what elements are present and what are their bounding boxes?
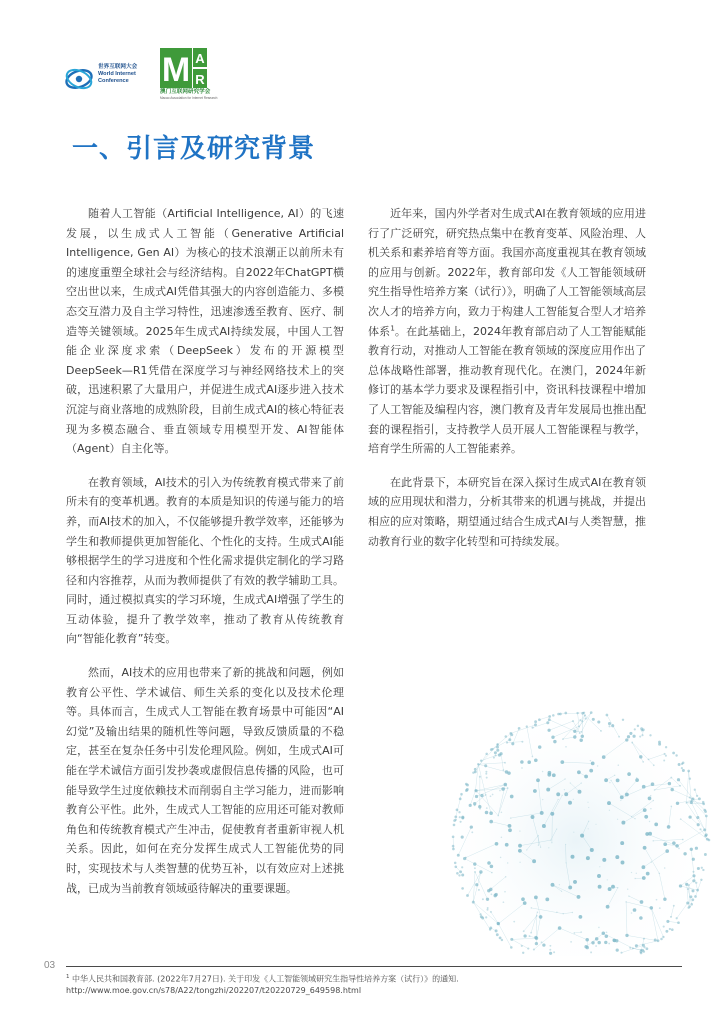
globe-node xyxy=(701,867,703,869)
globe-node xyxy=(598,885,602,889)
globe-node xyxy=(570,941,572,943)
globe-node xyxy=(548,715,551,718)
globe-node xyxy=(486,909,488,911)
globe-node xyxy=(545,898,549,902)
globe-node xyxy=(501,812,503,814)
globe-node xyxy=(470,825,473,828)
globe-node xyxy=(636,873,637,874)
globe-node xyxy=(503,901,505,903)
globe-node xyxy=(602,858,606,862)
globe-network-illustration xyxy=(376,680,724,956)
globe-node xyxy=(460,821,462,823)
globe-node xyxy=(664,867,666,869)
wic-name-zh: 世界互联网大会 xyxy=(98,64,138,70)
globe-node xyxy=(461,874,464,877)
globe-node xyxy=(504,891,506,893)
globe-node xyxy=(597,941,600,944)
globe-node xyxy=(643,950,646,953)
globe-node xyxy=(491,893,493,895)
globe-node xyxy=(549,949,551,951)
globe-glow xyxy=(436,700,716,956)
right-paragraph-1-text-a: 近年来，国内外学者对生成式AI在教育领域的应用进行了广泛研究，研究热点集中在教育变革、风险治理、人机关系和素养培育等方面。我国亦高度重视其在教育领域的应用与创新。2022年，教育部印发《人工智能领域研究生指导性培养方案（试行）》，明确了人工智能领域高层次人才的培养方向，致力于构建人工智能复合型人才培养体系 xyxy=(368,207,646,338)
globe-node xyxy=(485,773,487,775)
globe-node xyxy=(649,821,650,822)
globe-node xyxy=(587,802,588,803)
globe-node xyxy=(499,790,501,792)
globe-node xyxy=(608,943,610,945)
globe-node xyxy=(649,734,651,736)
globe-node xyxy=(510,795,514,799)
globe-node xyxy=(479,870,482,873)
section-title: 一、引言及研究背景 xyxy=(72,134,316,164)
globe-node xyxy=(681,763,683,765)
globe-node xyxy=(472,771,474,773)
globe-node xyxy=(627,772,631,776)
globe-node xyxy=(568,801,572,805)
wic-name-en-1: World Internet xyxy=(98,71,136,78)
globe-node xyxy=(491,872,493,874)
globe-node xyxy=(487,907,489,909)
globe-node xyxy=(618,764,620,766)
globe-node xyxy=(643,808,647,812)
globe-node xyxy=(519,830,520,831)
globe-node xyxy=(501,939,503,941)
globe-node xyxy=(663,760,665,762)
left-paragraph-3: 然而，AI技术的应用也带来了新的挑战和问题，例如教育公平性、学术诚信、师生关系的变化以及技术伦理等。具体而言，生成式人工智能在教育场景中可能因“AI幻觉”及输出结果的随机性等问题，导致反馈质量的不稳定，甚至在复杂任务中引发伦理风险。例如，生成式AI可能在学术诚信方面引发抄袭或虚假信息传播的风险，也可能导致学生过度依赖技术而削弱自主学习能力，进而影响教育公平性。此外，生成式人工智能的应用还可能对教师角色和传统教育模式产生冲击，促使教育者重新审视人机关系。因此，如何在充分发挥生成式人工智能优势的同时，实现技术与人类智慧的优势互补，以有效应对上述挑战，已成为当前教育领域亟待解决的重要课题。 xyxy=(66,666,344,895)
globe-node xyxy=(523,934,526,937)
globe-node xyxy=(650,795,652,797)
globe-node xyxy=(469,804,472,807)
globe-node xyxy=(597,874,601,878)
globe-node xyxy=(495,842,499,846)
globe-node xyxy=(702,869,704,871)
globe-node xyxy=(671,928,674,931)
globe-node xyxy=(534,720,537,723)
globe-node xyxy=(704,853,707,856)
globe-node xyxy=(546,721,549,724)
globe-node xyxy=(490,795,492,797)
globe-node xyxy=(532,859,536,863)
footnote-marker: 1 xyxy=(66,974,70,980)
globe-node xyxy=(620,800,621,801)
globe-node xyxy=(639,916,643,920)
globe-node xyxy=(474,804,476,806)
footnote-citation: 中华人民共和国教育部. (2022年7月27日). 关于印发《人工智能领域研究生指导性培养方案（试行）》的通知. xyxy=(72,974,459,984)
globe-node xyxy=(663,926,665,928)
globe-node xyxy=(606,931,608,933)
globe-node xyxy=(522,952,524,954)
globe-node xyxy=(513,921,515,923)
globe-node xyxy=(465,789,468,792)
globe-node xyxy=(453,819,456,822)
globe-node xyxy=(675,754,677,756)
footnote-line-1 xyxy=(66,972,686,985)
globe-node xyxy=(682,769,685,772)
globe-node xyxy=(490,865,494,869)
globe-node xyxy=(573,880,577,884)
globe-node xyxy=(482,898,484,900)
globe-node xyxy=(678,848,680,850)
footnote xyxy=(66,972,686,997)
globe-node xyxy=(592,718,595,721)
globe-node xyxy=(465,857,467,859)
globe-node xyxy=(697,867,700,870)
globe-node xyxy=(495,929,498,932)
globe-node xyxy=(527,948,529,950)
right-paragraph-2: 在此背景下，本研究旨在深入探讨生成式AI在教育领域的应用现状和潜力，分析其带来的机遇与挑战，并提出相应的应对策略，期望通过结合生成式AI与人类智慧，推动教育行业的数字化转型和可持续发展。 xyxy=(368,475,646,548)
globe-node xyxy=(595,824,596,825)
globe-node xyxy=(608,887,612,891)
globe-node xyxy=(616,779,620,783)
globe-node xyxy=(705,833,708,836)
globe-node xyxy=(658,743,661,746)
globe-node xyxy=(599,866,600,867)
globe-node xyxy=(665,755,667,757)
globe-node xyxy=(485,771,487,773)
globe-node xyxy=(461,866,463,868)
globe-node xyxy=(669,928,671,930)
globe-node xyxy=(665,746,667,748)
globe-node xyxy=(485,811,489,815)
globe-node xyxy=(505,843,509,847)
globe-node xyxy=(633,735,636,738)
globe-node xyxy=(639,736,641,738)
globe-node xyxy=(496,933,499,936)
globe-node xyxy=(629,732,632,735)
globe-node xyxy=(595,945,597,947)
globe-node xyxy=(534,759,538,763)
globe-node xyxy=(474,867,476,869)
globe-node xyxy=(548,771,552,775)
globe-node xyxy=(633,908,637,912)
globe-node xyxy=(538,745,541,748)
globe-node xyxy=(660,938,663,941)
mar-logo xyxy=(160,48,260,108)
globe-node xyxy=(621,861,625,865)
globe-node xyxy=(608,725,610,727)
globe-node xyxy=(590,760,592,762)
globe-node xyxy=(616,949,619,952)
globe-node xyxy=(607,801,611,805)
globe-node xyxy=(458,811,460,813)
mar-letter-m: M xyxy=(161,51,191,88)
globe-node xyxy=(507,862,508,863)
globe-node xyxy=(640,952,643,955)
mar-name: 澳门互联网研究学会 xyxy=(160,89,211,95)
right-paragraph-1 xyxy=(368,204,646,459)
globe-node xyxy=(691,898,694,901)
globe-node xyxy=(465,783,468,786)
globe-node xyxy=(501,836,503,838)
globe-node xyxy=(553,951,555,953)
globe-node xyxy=(471,831,473,833)
globe-node xyxy=(656,899,658,901)
globe-node xyxy=(631,912,633,914)
globe-node xyxy=(631,872,632,873)
globe-node xyxy=(588,828,589,829)
globe-node xyxy=(520,760,524,764)
globe-node xyxy=(533,789,537,793)
globe-node xyxy=(454,862,457,865)
globe-node xyxy=(487,861,491,865)
globe-node xyxy=(542,771,544,773)
globe-node xyxy=(597,765,598,766)
left-paragraph-2: 在教育领域，AI技术的引入为传统教育模式带来了前所未有的变革机遇。教育的本质是知识的传递与能力的培养，而AI技术的加入，不仅能够提升教学效率，还能够为学生和教师提供更加智能化、个性化的支持。生成式AI能够根据学生的学习进度和个性化需求提供定制化的学习路径和内容推荐，从而为教师提供了有效的教学辅助工具。同时，通过模拟真实的学习环境，生成式AI增强了学生的互动体验，提升了教学效率，推动了教育从传统教育向“智能化教育”转变。 xyxy=(66,475,344,646)
globe-node xyxy=(579,915,583,919)
globe-node xyxy=(458,874,460,876)
globe-node xyxy=(606,905,610,909)
globe-node xyxy=(695,847,698,850)
globe-node xyxy=(492,794,494,796)
globe-node xyxy=(672,752,675,755)
globe-node xyxy=(573,832,574,833)
globe-node xyxy=(552,773,556,777)
globe-node xyxy=(662,936,664,938)
globe-node xyxy=(559,884,560,885)
globe-node xyxy=(650,808,651,809)
globe-node xyxy=(548,718,551,721)
globe-node xyxy=(683,852,686,855)
globe-node xyxy=(496,749,499,752)
globe-node xyxy=(544,827,545,828)
globe-node xyxy=(508,828,512,832)
globe-node xyxy=(508,824,512,828)
globe-node xyxy=(604,941,607,944)
globe-node xyxy=(493,757,495,759)
globe-node xyxy=(551,736,554,739)
globe-node xyxy=(696,795,698,797)
globe-node xyxy=(590,951,592,953)
globe-node xyxy=(572,720,574,722)
globe-node xyxy=(499,937,502,940)
globe-node xyxy=(542,943,545,946)
globe-node xyxy=(627,888,628,889)
globe-node xyxy=(519,862,520,863)
globe-node xyxy=(486,777,488,779)
header-logos xyxy=(64,48,264,108)
globe-node xyxy=(648,797,652,801)
mar-letter-a: A xyxy=(195,51,205,66)
left-paragraph-1: 随着人工智能（Artificial Intelligence, AI）的飞速发展，以生成式人工智能（Generative Artificial Intelligence, Gen AI）为核心的技术浪潮正以前所未有的速度重塑全球社会与经济结构。自2022年ChatGPT横空出世以来，生成式AI凭借其强大的内容创造能力、多模态交互潜力及自主学习特性，迅速渗透至教育、医疗、制造等关键领域。2025年生成式AI持续发展，中国人工智能企业深度求索（DeepSeek）发布的开源模型DeepSeek—R1凭借在深度学习与神经网络技术上的突破，迅速积累了大量用户，并促进生成式AI逐步进入技术沉淀与商业落地的成熟阶段，目前生成式AI的核心特征表现为多模态融合、垂直领域专用模型开发、AI智能体（Agent）自主化等。 xyxy=(66,207,344,456)
globe-node xyxy=(644,815,648,819)
globe-node xyxy=(552,714,555,717)
footnote-ref[interactable]: 1 xyxy=(390,323,395,332)
globe-node xyxy=(461,816,464,819)
globe-node xyxy=(637,725,639,727)
globe-node xyxy=(620,841,624,845)
globe-node xyxy=(607,879,608,880)
globe-node xyxy=(577,895,581,899)
globe-node xyxy=(521,767,523,769)
globe-node xyxy=(549,952,552,955)
globe-node xyxy=(615,855,619,859)
wic-logo-icon xyxy=(64,64,94,94)
globe-node xyxy=(608,722,611,725)
globe-node xyxy=(548,847,549,848)
globe-node xyxy=(634,728,636,730)
globe-node xyxy=(547,729,550,732)
globe-node xyxy=(553,740,556,743)
globe-node xyxy=(702,801,705,804)
globe-node xyxy=(564,789,565,790)
globe-node xyxy=(617,819,618,820)
globe-node xyxy=(579,739,582,742)
page-number: 03 xyxy=(44,960,56,971)
wic-name-en-2: Conference xyxy=(98,78,129,85)
globe-node xyxy=(461,887,464,890)
globe-node xyxy=(609,810,610,811)
wic-logo-text xyxy=(98,64,137,86)
footnote-url[interactable]: http://www.moe.gov.cn/s78/A22/tongzhi/202207/t20220729_649598.html xyxy=(66,986,362,996)
globe-node xyxy=(589,769,593,773)
globe-node xyxy=(622,719,624,721)
globe-node xyxy=(485,916,487,918)
globe-node xyxy=(542,799,543,800)
globe-node xyxy=(456,872,459,875)
globe-node xyxy=(527,760,531,764)
globe-node xyxy=(598,927,600,929)
globe-node xyxy=(636,777,638,779)
globe-node xyxy=(500,857,502,859)
globe-node xyxy=(597,720,600,723)
left-column xyxy=(66,204,344,912)
globe-node xyxy=(459,816,461,818)
globe-node xyxy=(571,855,575,859)
globe-node xyxy=(494,751,497,754)
right-paragraph-1-text-b: 。在此基础上，2024年教育部启动了人工智能赋能教育行动，对推动人工智能在教育领域的深度应用作出了总体战略性部署，推动教育现代化。在澳门，2024年新修订的基本学力要求及课程指引中，资讯科技课程中增加了人工智能及编程内容，澳门教育及青年发展局也推出配套的课程指引，支持教学人员开展人工智能课程与教学，培育学生所需的人工智能素养。 xyxy=(368,324,646,456)
globe-node xyxy=(678,763,681,766)
globe-node xyxy=(486,807,488,809)
globe-node xyxy=(694,789,696,791)
globe-node xyxy=(453,824,456,827)
globe-node xyxy=(646,872,650,876)
globe-node xyxy=(604,778,608,782)
globe-node xyxy=(646,947,649,950)
globe-node xyxy=(681,767,683,769)
globe-node xyxy=(586,856,590,860)
globe-node xyxy=(627,735,630,738)
globe-node xyxy=(573,799,574,800)
right-column xyxy=(368,204,646,565)
mar-letter-r: R xyxy=(195,72,205,87)
globe-node xyxy=(700,879,702,881)
globe-node xyxy=(609,782,610,783)
globe-node xyxy=(478,889,480,891)
globe-node xyxy=(556,792,560,796)
globe-node xyxy=(618,736,620,738)
footer-divider xyxy=(66,966,682,967)
mar-subtitle: Macao Association for Internet Research xyxy=(160,96,218,100)
globe-node xyxy=(654,823,658,827)
globe-node xyxy=(659,907,661,909)
globe-node xyxy=(670,788,673,791)
globe-node xyxy=(486,898,489,901)
globe-node xyxy=(665,930,668,933)
mar-logo-icon xyxy=(160,48,208,88)
globe-node xyxy=(588,807,589,808)
globe-node xyxy=(521,897,525,901)
globe-node xyxy=(461,836,464,839)
globe-node xyxy=(507,771,511,775)
globe-node xyxy=(549,945,551,947)
globe-node xyxy=(565,746,567,748)
globe-node xyxy=(493,894,496,897)
